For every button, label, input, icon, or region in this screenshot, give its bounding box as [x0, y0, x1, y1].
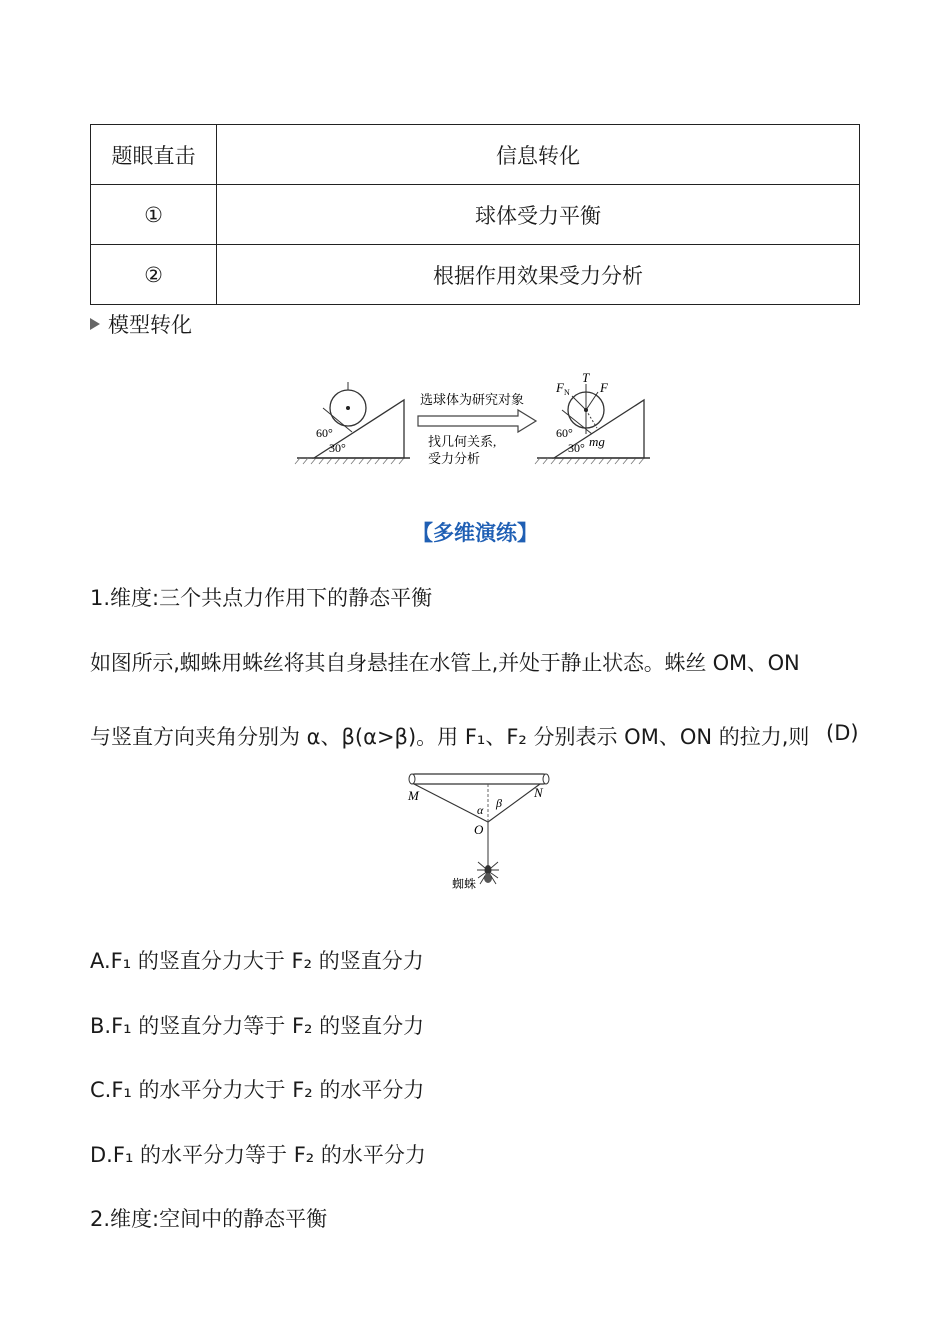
- force-t-label: T: [582, 372, 590, 385]
- table-header-cell: 信息转化: [217, 125, 860, 185]
- label-alpha: α: [477, 803, 484, 817]
- right-angle-30: 30°: [568, 441, 585, 455]
- right-angle-60: 60°: [556, 426, 573, 440]
- option-letter: B.: [90, 1014, 112, 1038]
- q1-line1: 如图所示,蜘蛛用蛛丝将其自身悬挂在水管上,并处于静止状态。蛛丝 OM、ON: [90, 651, 800, 675]
- triangle-bullet-icon: [90, 318, 100, 330]
- q2-title: 2.维度:空间中的静态平衡: [90, 1207, 328, 1231]
- model-section-title: 模型转化: [108, 313, 192, 337]
- label-m: M: [408, 788, 419, 803]
- transform-arrow-icon: [418, 410, 536, 432]
- arrow-label-mid: 找几何关系,: [428, 434, 497, 449]
- option-letter: A.: [90, 949, 111, 973]
- left-angle-30: 30°: [329, 441, 346, 455]
- option-letter: D.: [90, 1143, 113, 1167]
- label-beta: β: [496, 796, 502, 810]
- force-mg-label: mg: [589, 434, 605, 449]
- option-letter: C.: [90, 1078, 112, 1102]
- table-row: [91, 185, 860, 245]
- label-spider: 蜘蛛: [452, 877, 477, 891]
- table-cell-mark: ①: [91, 185, 217, 245]
- option-d[interactable]: [90, 1139, 426, 1169]
- force-f-label: F: [600, 380, 608, 395]
- table-cell-info: 球体受力平衡: [217, 185, 860, 245]
- label-n: N: [534, 785, 543, 800]
- table-header-row: [91, 125, 860, 185]
- q1-answer: (D): [826, 721, 859, 745]
- option-text: F₁ 的水平分力大于 F₂ 的水平分力: [111, 1078, 425, 1102]
- spider-figure: [402, 770, 554, 894]
- table-header-cell: 题眼直击: [91, 125, 217, 185]
- option-b[interactable]: [90, 1010, 424, 1040]
- option-text: F₁ 的竖直分力大于 F₂ 的竖直分力: [110, 949, 424, 973]
- option-text: F₁ 的竖直分力等于 F₂ 的竖直分力: [111, 1014, 425, 1038]
- option-a[interactable]: [90, 945, 424, 975]
- water-pipe: [410, 774, 548, 784]
- option-text: F₁ 的水平分力等于 F₂ 的水平分力: [112, 1143, 426, 1167]
- option-c[interactable]: [90, 1074, 424, 1104]
- practice-title: 【多维演练】: [412, 521, 538, 545]
- model-section-heading: [90, 309, 192, 339]
- table-row: [91, 245, 860, 305]
- model-figure: [292, 372, 656, 468]
- left-angle-60: 60°: [316, 426, 333, 440]
- force-fn-label: $F_N$: [556, 380, 570, 397]
- label-o: O: [474, 822, 484, 837]
- info-table: [90, 124, 860, 305]
- spider-icon: [477, 862, 499, 884]
- table-cell-info: 根据作用效果受力分析: [217, 245, 860, 305]
- table-cell-mark: ②: [91, 245, 217, 305]
- q1-line2: 与竖直方向夹角分别为 α、β(α>β)。用 F₁、F₂ 分别表示 OM、ON 的拉力,则: [90, 725, 810, 749]
- arrow-label-bottom: 受力分析: [428, 451, 481, 466]
- q1-title: 1.维度:三个共点力作用下的静态平衡: [90, 586, 433, 610]
- arrow-label-top: 选球体为研究对象: [420, 392, 525, 407]
